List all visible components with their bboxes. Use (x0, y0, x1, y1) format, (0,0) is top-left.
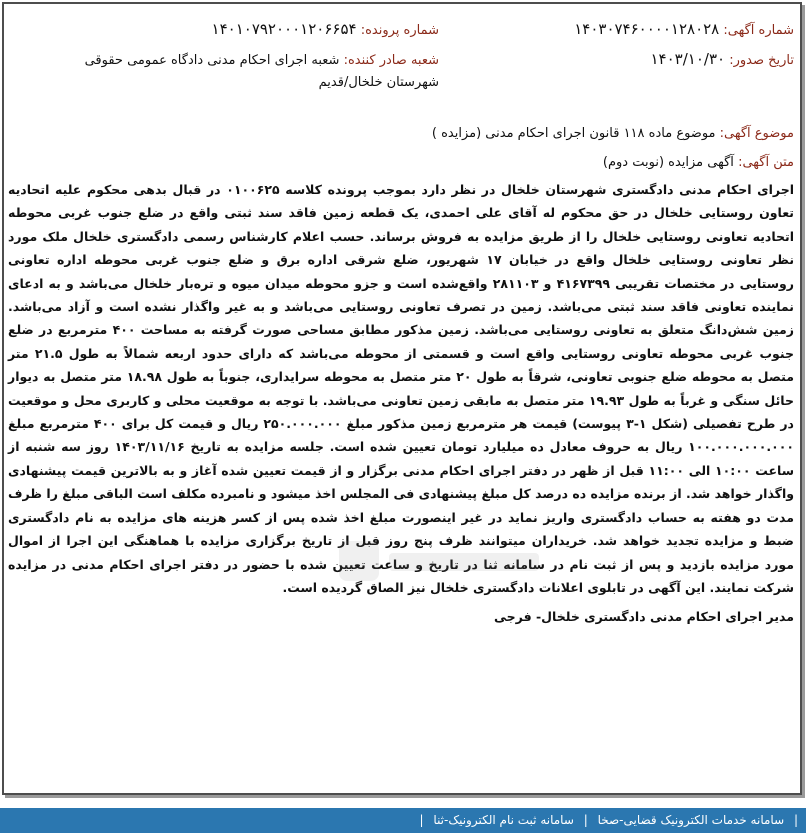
issue-date-field (651, 50, 795, 68)
subject-value: موضوع ماده ۱۱۸ قانون اجرای احکام مدنی (مزایده ) (431, 126, 716, 141)
header-row-2 (8, 50, 794, 102)
notice-number-field (574, 20, 794, 38)
text-title: آگهی مزایده (نوبت دوم) (602, 155, 734, 170)
footer-link-sakha[interactable]: سامانه خدمات الکترونیک قضایی-صخا (597, 813, 785, 827)
issuer-value: شعبه اجرای احکام مدنی دادگاه عمومی حقوقی شهرستان خلخال/قدیم (84, 53, 439, 90)
footer-link-sana[interactable]: سامانه ثبت نام الکترونیک-ثنا (433, 813, 574, 827)
footer-separator-mid: | (583, 813, 588, 827)
header-row-1 (8, 20, 794, 50)
text-label: متن آگهی: (738, 155, 794, 170)
issue-date-value: ۱۴۰۳/۱۰/۳۰ (650, 50, 726, 68)
case-number-field (59, 20, 439, 38)
case-number-value: ۱۴۰۱۰۷۹۲۰۰۰۱۲۰۶۶۵۴ (211, 20, 357, 38)
signature: مدیر اجرای احکام مدنی دادگستری خلخال- فرجی (494, 609, 794, 625)
subject-row (8, 126, 794, 141)
subject-label: موضوع آگهی: (719, 126, 794, 141)
issuer-field (59, 50, 439, 94)
text-title-row (8, 155, 794, 170)
notice-body: اجرای احکام مدنی دادگستری شهرستان خلخال در نظر دارد بموجب پرونده کلاسه ۰۱۰۰۶۲۵ در قبال بدهی محکوم علیه اتحادیه تعاون روستایی خلخال در حق محکوم له آقای علی احمدی، یک قطعه زمین فاقد سند ثبتی واقع در ضلع جنوب غربی محوطه اتحادیه تعاونی روستایی خلخال را از طریق مزایده به فروش برساند. حسب اعلام کارشناس رسمی دادگستری خلخال ملک مورد نظر تعاونی روستایی خلخال واقع در خیابان ۱۷ شهریور، ضلع شرقی اداره برق و ضلع جنوب غربی محوطه اداره تعاونی روستایی در مختصات تقریبی ۴۱۶۷۳۹۹ و ۲۸۱۱۰۳ واقع‌شده است و جزو محوطه میدان میوه و تره‌بار خلخال می‌باشد و به ادعای نماینده تعاونی فاقد سند ثبتی می‌باشد. زمین در تصرف تعاونی روستایی می‌باشد و به غیر واگذار نشده است و آزاد می‌باشد. زمین شش‌دانگ متعلق به تعاونی روستایی می‌باشد. زمین مذکور مطابق مساحی صورت گرفته به مساحت ۴۰۰ مترمربع در ضلع جنوب غربی محوطه تعاونی روستایی واقع است و قسمتی از محوطه می‌باشد که دارای حدود اربعه شمالاً به طول ۲۱.۵ متر متصل به محوطه ضلع جنوبی تعاونی، شرقاً به طول ۲۰ متر متصل به محوطه سرایداری، جنوباً به طول ۱۸.۹۸ متر متصل به دیوار حائل سنگی و غرباً به طول ۱۹.۹۳ متر متصل به مابقی زمین تعاونی می‌باشد. با توجه به موقعیت محلی و کاربری محل و موقعیت در طرح تفصیلی (شکل ۱-۳ پیوست) قیمت هر مترمربع زمین مذکور مبلغ ۲۵۰.۰۰۰.۰۰۰ ریال و قیمت کل برای ۴۰۰ مترمربع مبلغ ۱۰۰.۰۰۰.۰۰۰.۰۰۰ ریال به حروف معادل ده میلیارد تومان تعیین شده است. جلسه مزایده به تاریخ ۱۴۰۳/۱۱/۱۶ روز سه شنبه از ساعت ۱۰:۰۰ الی ۱۱:۰۰ قبل از ظهر در دفتر اجرای احکام مدنی برگزار و از قیمت تعیین شده آغاز و به بالاترین قیمت پیشنهادی واگذار خواهد شد. از برنده مزایده ده درصد کل مبلغ پیشنهادی فی المجلس اخذ میشود و نامبرده مکلف است الباقی مبلغ را ظرف مدت دو هفته به حساب دادگستری واریز نماید در غیر اینصورت مبلغ اخذ شده پس از کسر هزینه های مزایده به نام دادگستری ضبط و مزایده تجدید خواهد شد. خریداران میتوانند ظرف پنج روز قبل از تاریخ برگزاری مزایده با هماهنگی این اجرا از اموال مورد مزایده بازدید و پس از ثبت نام در سامانه ثنا در تاریخ و ساعت تعیین شده با حضور در دفتر اجرای احکام مدنی در مزایده شرکت نمایند. این آگهی در تابلوی اعلانات دادگستری خلخال نیز الصاق گردیده است. (8, 182, 795, 595)
footer-bar (0, 808, 806, 833)
notice-number-value: ۱۴۰۳۰۷۴۶۰۰۰۰۱۲۸۰۲۸ (574, 20, 720, 38)
notice-number-label: شماره آگهی: (723, 23, 794, 38)
footer-separator-start: | (793, 813, 798, 827)
footer-separator-end: | (419, 813, 424, 827)
case-number-label: شماره پرونده: (360, 23, 439, 38)
issue-date-label: تاریخ صدور: (729, 53, 794, 68)
issuer-label: شعبه صادر کننده: (343, 53, 439, 68)
notice-content (8, 20, 794, 624)
